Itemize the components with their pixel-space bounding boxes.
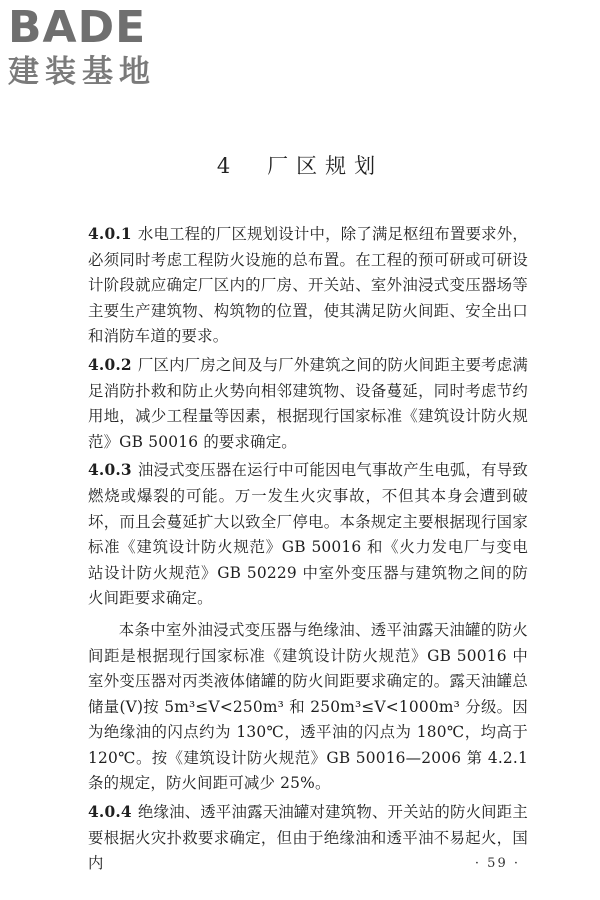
clause-number: 4.0.4 <box>88 803 132 822</box>
clause-4-0-1 <box>88 222 528 350</box>
page-number: · 59 · <box>474 856 520 871</box>
document-body <box>88 222 528 877</box>
clause-text: 绝缘油、透平油露天油罐对建筑物、开关站的防火间距主要根据火灾扑救要求确定，但由于绝缘油和透平油不易起火，国内 <box>88 803 528 873</box>
logo-subtitle: 建装基地 <box>8 54 156 90</box>
chapter-title: 4 厂区规划 <box>216 154 384 178</box>
logo <box>8 4 178 90</box>
clause-text: 本条中室外油浸式变压器与绝缘油、透平油露天油罐的防火间距是根据现行国家标准《建筑设计防火规范》GB 50016 中室外变压器对丙类液体储罐的防火间距要求确定的。露天油罐总储量(V)按 5m³≤V<250m³ 和 250m³≤V<1000m³ 分级。因为绝缘油的闪点约为 130℃，透平油的闪点为 180℃，均高于 120℃。按《建筑设计防火规范》GB 50016—2006 第 4.2.1 条的规定，防火间距可减少 25%。 <box>88 620 528 793</box>
clause-text: 油浸式变压器在运行中可能因电气事故产生电弧，有导致燃烧或爆裂的可能。万一发生火灾事故，不但其本身会遭到破坏，而且会蔓延扩大以致全厂停电。本条规定主要根据现行国家标准《建筑设计防火规范》GB 50016 和《火力发电厂与变电站设计防火规范》GB 50229 中室外变压器与建筑物之间的防火间距要求确定。 <box>88 461 528 608</box>
clause-number: 4.0.1 <box>88 225 132 243</box>
clause-4-0-3 <box>88 458 528 612</box>
clause-4-0-4 <box>88 800 528 877</box>
clause-number: 4.0.3 <box>88 461 132 480</box>
clause-4-0-2 <box>88 353 528 455</box>
clause-4-0-3-continuation <box>88 618 528 797</box>
clause-number: 4.0.2 <box>88 355 132 374</box>
clause-text: 厂区内厂房之间及与厂外建筑之间的防火间距主要考虑满足消防扑救和防止火势向相邻建筑物、设备蔓延，同时考虑节约用地，减少工程量等因素，根据现行国家标准《建筑设计防火规范》GB 50016 的要求确定。 <box>88 355 528 451</box>
clause-text: 水电工程的厂区规划设计中，除了满足枢纽布置要求外，必须同时考虑工程防火设施的总布置。在工程的预可研或可研设计阶段就应确定厂区内的厂房、开关站、室外油浸式变压器场等主要生产建筑物、构筑物的位置，使其满足防火间距、安全出口和消防车道的要求。 <box>88 225 528 346</box>
logo-wordmark: BADE <box>8 2 147 53</box>
